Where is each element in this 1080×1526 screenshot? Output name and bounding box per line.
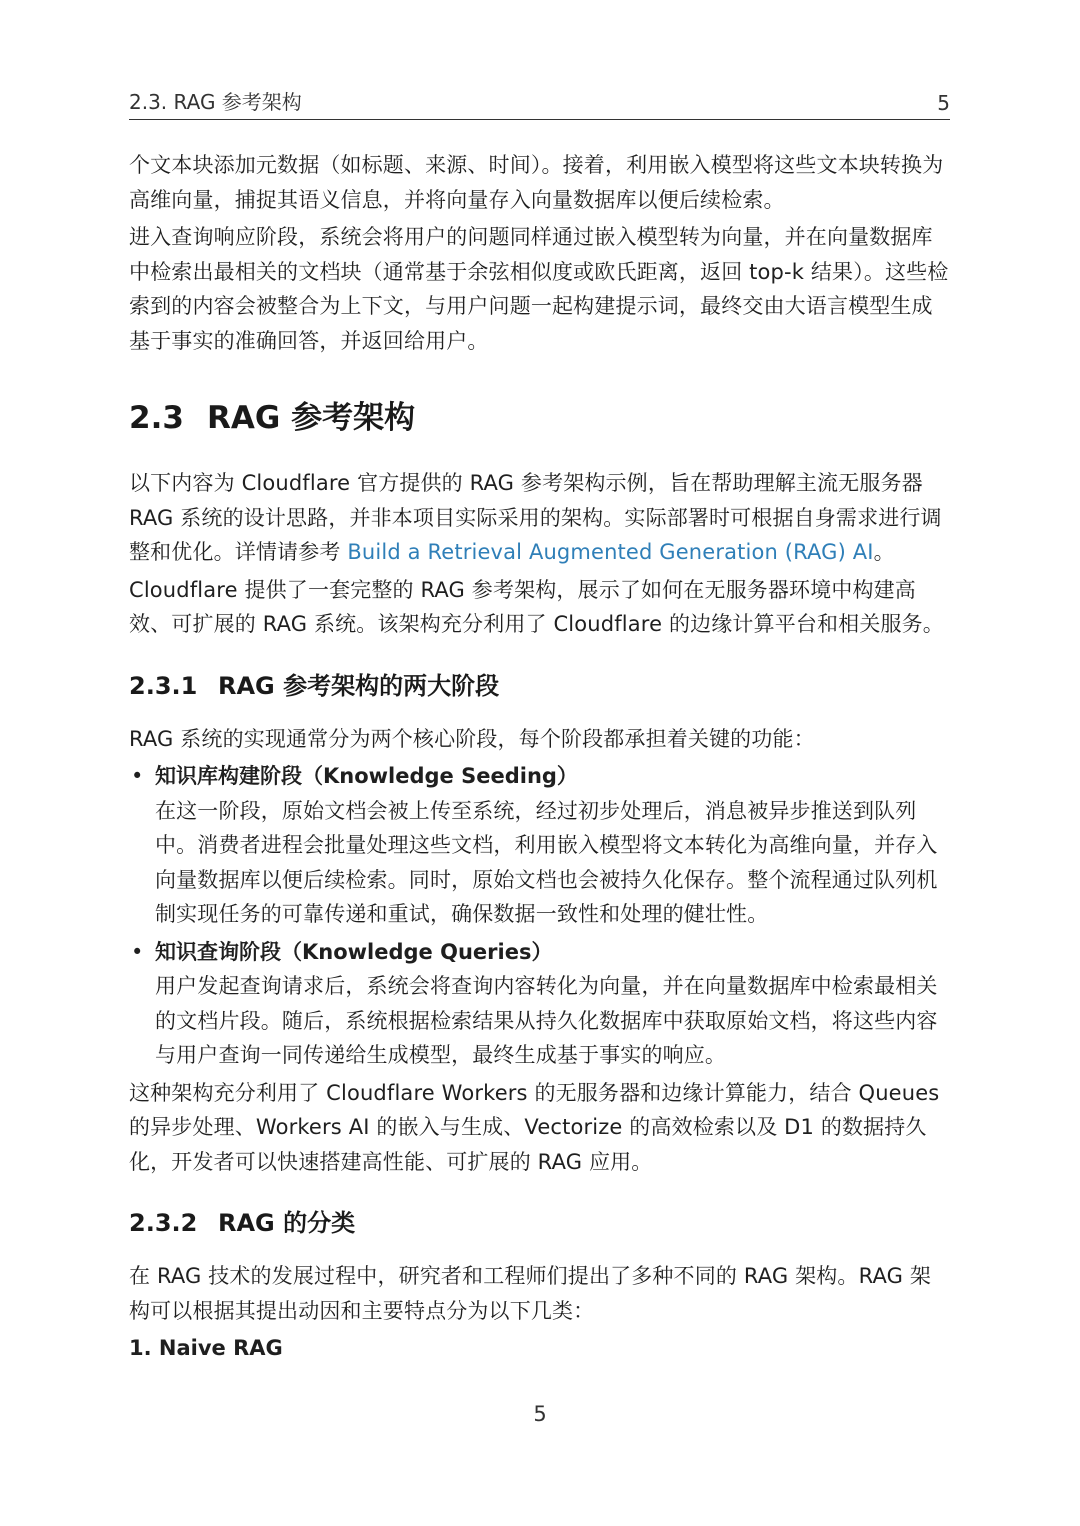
subsection-lead: RAG 系统的实现通常分为两个核心阶段，每个阶段都承担着关键的功能： [129, 726, 815, 751]
list-item-title: 知识库构建阶段（Knowledge Seeding） [155, 764, 578, 788]
running-header-section: 2.3. RAG 参考架构 [129, 90, 302, 114]
list-item [129, 935, 951, 1073]
section-number: 2.3 [129, 400, 184, 436]
running-header-page-number: 5 [937, 91, 950, 115]
subsection-heading-2-3-1 [129, 670, 951, 702]
subsection-title: RAG 参考架构的两大阶段 [218, 671, 500, 700]
section-title: RAG 参考架构 [207, 400, 416, 436]
section-2-3-paragraph-2: Cloudflare 提供了一套完整的 RAG 参考架构，展示了如何在无服务器环境中构建高效、可扩展的 RAG 系统。该架构充分利用了 Cloudflare 的边缘计算平台和相关服务。 [129, 577, 944, 636]
paragraph-text: 以下内容为 Cloudflare 官方提供的 RAG 参考架构示例，旨在帮助理解主流无服务器 RAG 系统的设计思路，并非本项目实际采用的架构。实际部署时可根据自身需求进行调整和优化。详情请参考 [129, 471, 942, 564]
footer-page-number: 5 [533, 1402, 547, 1426]
section-2-3-paragraph-1 [129, 466, 951, 570]
list-item-body: 用户发起查询请求后，系统会将查询内容转化为向量，并在向量数据库中检索最相关的文档片段。随后，系统根据检索结果从持久化数据库中获取原始文档，将这些内容与用户查询一同传递给生成模型，最终生成基于事实的响应。 [155, 974, 938, 1067]
list-item-title: 知识查询阶段（Knowledge Queries） [155, 939, 553, 964]
phase-list [129, 759, 951, 1073]
bullet-glyph: • [131, 939, 144, 964]
subsection-heading-2-3-2 [129, 1207, 951, 1239]
list-item [129, 759, 951, 932]
numbered-item-heading: 1. Naive RAG [129, 1336, 283, 1360]
reference-link[interactable]: Build a Retrieval Augmented Generation (RAG) AI [347, 540, 874, 564]
subsection-closing-paragraph: 这种架构充分利用了 Cloudflare Workers 的无服务器和边缘计算能力，结合 Queues 的异步处理、Workers AI 的嵌入与生成、Vectorize 的高效检索以及 D1 的数据持久化，开发者可以快速搭建高性能、可扩展的 RAG 应用。 [129, 1080, 940, 1174]
list-item-body: 在这一阶段，原始文档会被上传至系统，经过初步处理后，消息被异步推送到队列中。消费者进程会批量处理这些文档，利用嵌入模型将文本转化为高维向量，并存入向量数据库以便后续检索。同时，原始文档也会被持久化保存。整个流程通过队列机制实现任务的可靠传递和重试，确保数据一致性和处理的健壮性。 [155, 798, 938, 926]
section-heading-2-3 [129, 398, 951, 438]
subsection-lead: 在 RAG 技术的发展过程中，研究者和工程师们提出了多种不同的 RAG 架构。RAG 架构可以根据其提出动因和主要特点分为以下几类： [129, 1264, 932, 1323]
intro-paragraph-2: 进入查询响应阶段，系统会将用户的问题同样通过嵌入模型转为向量，并在向量数据库中检索出最相关的文档块（通常基于余弦相似度或欧氏距离，返回 top-k 结果）。这些检索到的内容会被整合为上下文，与用户问题一起构建提示词，最终交由大语言模型生成基于事实的准确回答，并返回给用户。 [129, 225, 949, 353]
bullet-glyph: • [131, 764, 144, 788]
subsection-title: RAG 的分类 [218, 1209, 356, 1237]
paragraph-text-end: 。 [873, 540, 895, 564]
intro-paragraph-1: 个文本块添加元数据（如标题、来源、时间）。接着，利用嵌入模型将这些文本块转换为高维向量，捕捉其语义信息，并将向量存入向量数据库以便后续检索。 [129, 153, 944, 212]
subsection-number: 2.3.2 [129, 1209, 198, 1237]
page-content [129, 148, 951, 1366]
running-header [129, 88, 950, 120]
subsection-number: 2.3.1 [129, 671, 198, 700]
